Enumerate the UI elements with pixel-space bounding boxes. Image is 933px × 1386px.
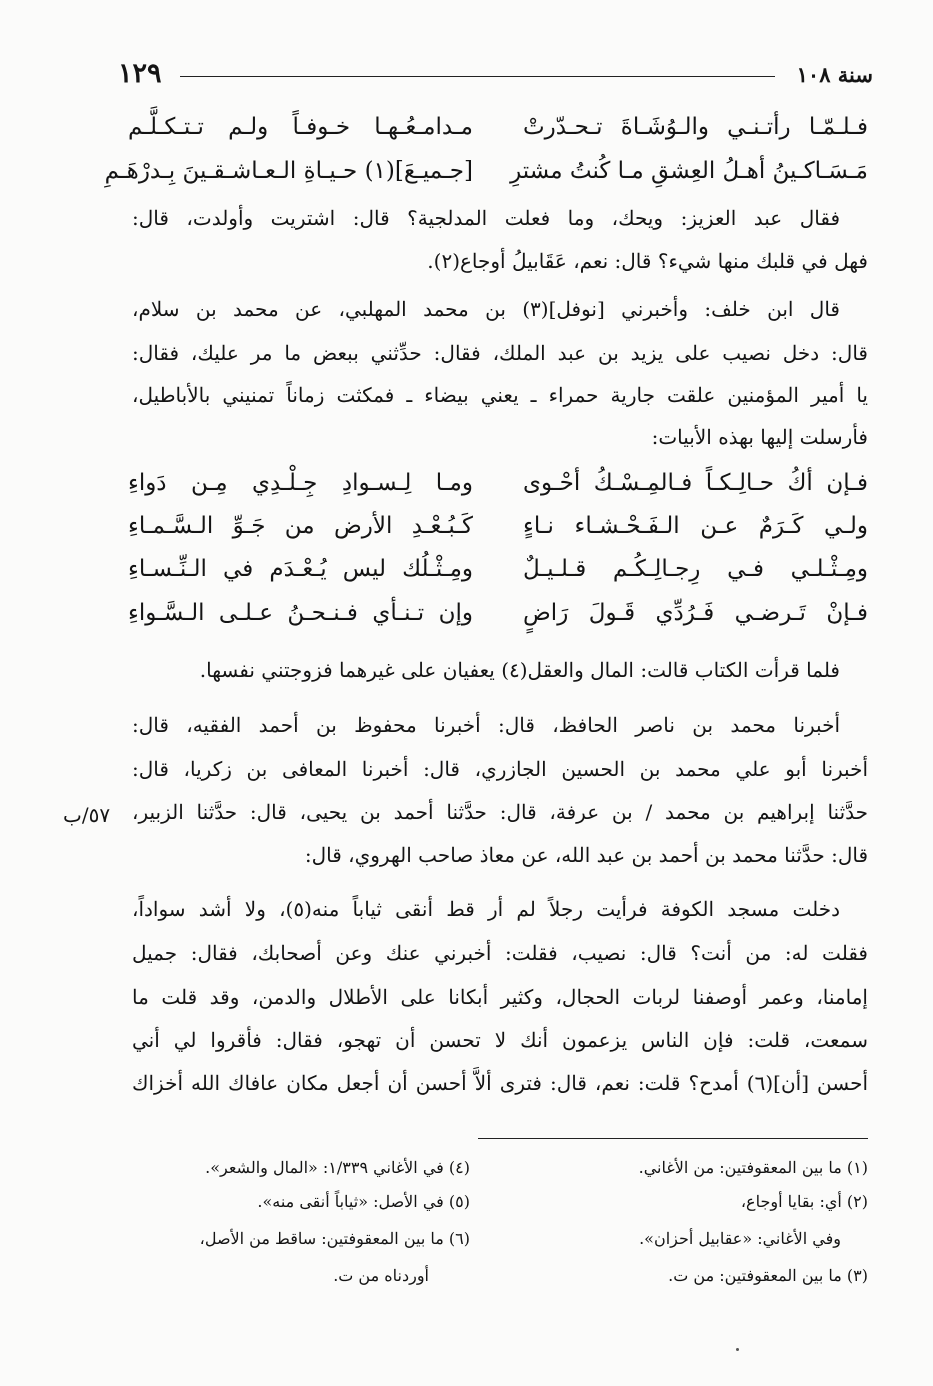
- text-line: فأرسلت إليها بهذه الأبيات:: [651, 425, 868, 449]
- manuscript-folio-marker: ٥٧/ب: [63, 803, 111, 827]
- footnote-continuation: أوردناه من ت.: [333, 1266, 429, 1285]
- text-line: قال: دخل نصيب على يزيد بن عبد الملك، فقال: حدِّثني ببعض ما مر عليك، فقال:: [132, 341, 868, 365]
- text-line: قال ابن خلف: وأخبرني [نوفل](٣) بن محمد المهلبي، عن محمد بن سلام،: [132, 297, 840, 321]
- text-line: فلما قرأت الكتاب قالت: المال والعقل(٤) يعفيان على غيرهما فزوجتني نفسها.: [199, 658, 840, 682]
- verse-second-hemistich: وإن تـنـأي فـنـحـنُ عـلـى الـسَّـواءِ: [128, 600, 473, 626]
- footnote: (٦) ما بين المعقوفتين: ساقط من الأصل،: [199, 1229, 470, 1248]
- verse-first-hemistich: مَـسَـاكـينُ أهـلُ العِشقِ مـا كُنتُ مشترِ: [510, 158, 868, 184]
- poem-verse: [128, 114, 868, 158]
- text-line: حدَّثنا إبراهيم بن محمد / بن عرفة، قال: حدَّثنا أحمد بن يحيى، قال: حدَّثنا الزبير،: [132, 800, 868, 824]
- verse-first-hemistich: فـإنْ تَـرضـي فَـرُدِّي قَـولَ رَاضٍ: [523, 600, 868, 626]
- page-header: [118, 58, 873, 92]
- footnote: (٥) في الأصل: «ثياباً أنقى منه».: [257, 1192, 470, 1211]
- text-line: فهل في قلبك منها شيء؟ قال: نعم، عَقَابيلُ أوجاع(٢).: [427, 249, 868, 273]
- text-line: فقال عبد العزيز: ويحك، وما فعلت المدلجية؟ قال: اشتريت وأولدت، قال:: [132, 206, 840, 230]
- verse-second-hemistich: ومِـثْـلُك ليس يُـعْـدَم في الـنِّـسـاءِ: [128, 556, 473, 582]
- text-line: فقلت له: من أنت؟ قال: نصيب، فقلت: أخبرني عنك وعن أصحابك، فقال: جميل: [132, 941, 868, 965]
- verse-second-hemistich: ومـا لِـسـوادِ جِـلْـدِي مِـن دَواءِ: [128, 470, 473, 496]
- text-line: دخلت مسجد الكوفة فرأيت رجلاً لم أر قط أنقى ثياباً منه(٥)، ولا أشد سواداً،: [132, 897, 840, 921]
- verse-second-hemistich: مـدامـعُـهـا خـوفـاً ولـم تـتـكـلَّـم: [128, 114, 473, 140]
- footnote: (٤) في الأغاني ١/٣٣٩: «المال والشعر».: [205, 1158, 470, 1177]
- poem-verse: [128, 556, 868, 600]
- running-head-year: سنة ١٠٨: [796, 62, 873, 87]
- scan-speck: [736, 1348, 739, 1351]
- text-line: أخبرنا أبو علي محمد بن الحسين الجازري، قال: أخبرنا المعافى بن زكريا، قال:: [132, 757, 868, 781]
- header-rule: [180, 76, 775, 77]
- text-line: يا أمير المؤمنين علقت جارية حمراء ـ يعني بيضاء ـ فمكثت زماناً تمنيني بالأباطيل،: [132, 383, 868, 407]
- footnote: (١) ما بين المعقوفتين: من الأغاني.: [638, 1158, 868, 1177]
- poem-verse: [128, 513, 868, 557]
- poem-verse: [128, 600, 868, 644]
- text-line: أحسن [أن](٦) أمدح؟ قلت: نعم، قال: فترى ألاَّ أحسن أن أجعل مكان عافاك الله أخزاك: [132, 1071, 869, 1095]
- text-line: إمامنا، وعمر أوصفنا لربات الحجال، وكثير أبكانا على الأطلال والدمن، وقد قلت ما: [132, 985, 868, 1009]
- poem-verse: [128, 470, 868, 514]
- footnote: (٣) ما بين المعقوفتين: من ت.: [668, 1266, 868, 1285]
- verse-first-hemistich: فـلـمّـا رأتـنـي والـوُشَـاةَ تـحـدّرتْ: [523, 114, 868, 140]
- footnote-continuation: وفي الأغاني: «عقابيل أحزان».: [639, 1229, 841, 1248]
- verse-second-hemistich: [جـميـعَ](١) حـيـاةِ الـعـاشـقـينَ بِـدرْهَـمِ: [104, 158, 473, 184]
- text-line: سمعت، قلت: فإن الناس يزعمون أنك لا تحسن أن تهجو، فقال: فأقروا لي أني: [132, 1028, 868, 1052]
- poem-verse: [104, 158, 868, 202]
- verse-first-hemistich: ولـي كَـرَمٌ عـن الـفَـحْـشـاء نـاءٍ: [523, 513, 868, 539]
- verse-second-hemistich: كَـبُـعْـدِ الأرض من جَـوِّ الـسَّـمـاءِ: [128, 513, 473, 539]
- verse-first-hemistich: فـإن أكُ حـالِـكـاً فـالمِـسْـكُ أحْـوى: [523, 470, 868, 496]
- text-line: قال: حدَّثنا محمد بن أحمد بن عبد الله، عن معاذ صاحب الهروي، قال:: [304, 843, 868, 867]
- text-line: أخبرنا محمد بن ناصر الحافظ، قال: أخبرنا محفوظ بن أحمد الفقيه، قال:: [132, 713, 840, 737]
- verse-first-hemistich: ومِـثْـلـي فـي رِجـالِـكُـم قـلـيـلٌ: [523, 556, 868, 582]
- page-number: ١٢٩: [118, 58, 162, 89]
- footnote-separator: [478, 1138, 868, 1139]
- footnote: (٢) أي: بقايا أوجاع،: [740, 1192, 868, 1211]
